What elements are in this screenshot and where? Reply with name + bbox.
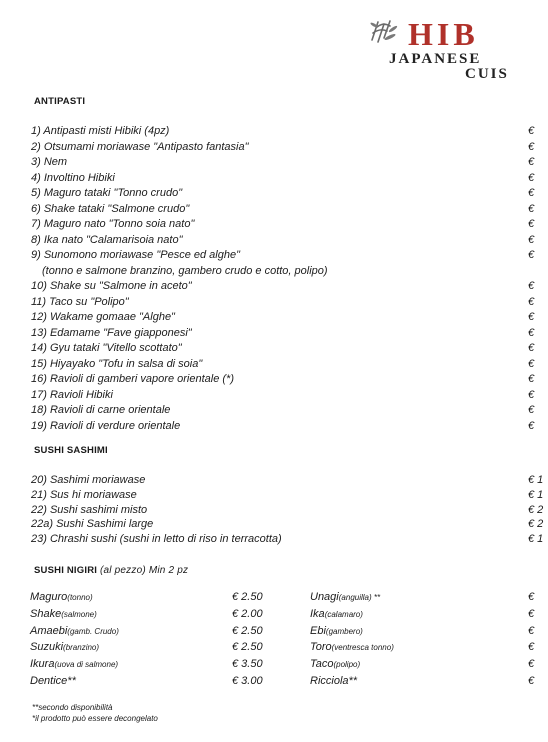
menu-item-row	[31, 474, 544, 489]
nigiri-price: € 2.00	[232, 607, 263, 620]
menu-item-price: €	[528, 140, 535, 153]
menu-item-name: 2) Otsumami moriawase "Antipasto fantasia"	[31, 140, 249, 153]
nigiri-note: (al pezzo) Min 2 pz	[99, 565, 189, 576]
nigiri-row	[30, 591, 539, 608]
menu-item-price: €	[528, 404, 535, 416]
sushi-nigiri-table	[30, 591, 539, 692]
nigiri-price: € 2.50	[232, 591, 263, 603]
nigiri-title: SUSHI NIGIRI	[34, 565, 98, 576]
menu-item-price: €	[528, 218, 535, 230]
nigiri-price: €	[528, 658, 535, 671]
menu-item-name: 6) Shake tataki "Salmone crudo"	[31, 202, 190, 215]
nigiri-price: €	[528, 607, 535, 620]
menu-item-name: 7) Maguro nato "Tonno soia nato"	[31, 218, 195, 230]
nigiri-price: € 3.50	[232, 658, 263, 671]
nigiri-name: Ikura	[30, 658, 55, 671]
menu-item-price: €	[528, 419, 535, 432]
menu-item-name: 12) Wakame gomaae "Alghe"	[31, 311, 175, 323]
menu-item-price: € 2	[528, 503, 544, 516]
menu-item-price: €	[528, 295, 535, 308]
nigiri-item-left	[30, 658, 118, 671]
menu-item-price: € 2	[528, 518, 544, 531]
menu-item-row	[31, 404, 539, 420]
nigiri-item-left	[30, 608, 97, 621]
menu-item-price: €	[528, 171, 535, 184]
nigiri-item-right	[310, 658, 360, 671]
menu-item-name: 8) Ika nato "Calamarisoia nato"	[31, 233, 183, 246]
menu-item-row	[31, 311, 539, 327]
nigiri-name: Ricciola**	[310, 674, 358, 687]
nigiri-price: € 2.50	[232, 624, 263, 637]
menu-item-row	[31, 420, 539, 436]
menu-item-row	[31, 389, 539, 405]
nigiri-name: Toro	[310, 641, 332, 654]
menu-item-name: 9) Sunomono moriawase "Pesce ed alghe"	[31, 249, 240, 261]
nigiri-description: (ventresca tonno)	[331, 643, 394, 653]
menu-item-row	[31, 488, 544, 504]
nigiri-name: Unagi	[310, 591, 339, 603]
menu-item-name: 15) Hiyayako "Tofu in salsa di soia"	[31, 357, 203, 370]
menu-item-name: 14) Gyu tataki "Vitello scottato"	[31, 342, 182, 354]
nigiri-description: (polipo)	[333, 660, 361, 670]
menu-item-name: 11) Taco su "Polipo"	[31, 295, 129, 308]
nigiri-item-right	[310, 608, 363, 621]
brand-subtitle-japanese: JAPANESE	[389, 51, 482, 67]
nigiri-name: Ika	[310, 607, 325, 620]
menu-item-price: €	[528, 388, 535, 401]
nigiri-description: (gamb. Crudo)	[67, 626, 119, 636]
nigiri-row	[30, 608, 539, 625]
nigiri-description: (gambero)	[325, 626, 363, 636]
nigiri-item-left	[30, 641, 99, 654]
menu-item-price: €	[528, 311, 535, 323]
antipasti-list	[31, 125, 539, 435]
section-title-sushi-nigiri	[34, 565, 188, 576]
menu-item-price: €	[528, 373, 535, 385]
brand-subtitle-cuisine: CUIS	[465, 66, 509, 82]
nigiri-price: €	[528, 641, 535, 654]
nigiri-row	[30, 658, 539, 675]
menu-item-row	[31, 187, 539, 203]
menu-item-row	[31, 125, 539, 141]
menu-item-name: 20) Sashimi moriawase	[31, 474, 146, 486]
nigiri-price: € 2.50	[232, 641, 263, 654]
menu-item-name: 17) Ravioli Hibiki	[31, 388, 113, 401]
menu-item-price: €	[528, 156, 535, 168]
menu-item-price: €	[528, 187, 535, 199]
menu-item-price: €	[528, 342, 535, 354]
nigiri-description: (calamaro)	[324, 609, 363, 619]
menu-item-row	[31, 342, 539, 358]
menu-item-price: € 1	[528, 474, 544, 486]
section-title-sushi-sashimi: SUSHI SASHIMI	[34, 445, 108, 456]
menu-item-row	[31, 234, 539, 250]
nigiri-name: Taco	[310, 658, 334, 671]
menu-item-name: 23) Chrashi sushi (sushi in letto di riso in terracotta)	[31, 533, 282, 546]
nigiri-name: Ebi	[310, 624, 326, 637]
menu-item-name: 5) Maguro tataki "Tonno crudo"	[31, 187, 183, 199]
menu-item-name: 18) Ravioli di carne orientale	[31, 404, 171, 416]
nigiri-name: Amaebi	[30, 624, 68, 637]
menu-item-price: €	[528, 202, 535, 215]
menu-item-price: €	[528, 125, 535, 137]
footnotes	[32, 702, 158, 724]
nigiri-item-right	[310, 625, 363, 638]
nigiri-name: Maguro	[30, 591, 68, 603]
menu-item-row	[31, 358, 539, 374]
menu-item-row	[31, 218, 539, 234]
brand-name: HIB	[408, 16, 479, 52]
menu-item-name: 3) Nem	[31, 156, 68, 168]
nigiri-item-left	[30, 675, 76, 688]
menu-item-row	[31, 533, 544, 548]
menu-item-row	[31, 249, 539, 265]
menu-item-name: 13) Edamame "Fave giapponesi"	[31, 326, 192, 339]
section-title-antipasti: ANTIPASTI	[34, 96, 86, 107]
menu-item-price: €	[528, 326, 535, 339]
menu-item-price: €	[528, 280, 535, 292]
menu-item-row	[31, 518, 544, 533]
menu-item-row	[31, 141, 539, 157]
menu-item-row	[31, 265, 539, 281]
nigiri-price: €	[528, 624, 535, 637]
nigiri-description: (salmone)	[61, 609, 97, 619]
menu-item-price: €	[528, 357, 535, 370]
menu-item-row	[31, 280, 539, 296]
menu-item-price: €	[528, 233, 535, 246]
menu-item-row	[31, 296, 539, 312]
nigiri-row	[30, 625, 539, 642]
nigiri-item-right	[310, 675, 357, 688]
bamboo-logo-icon	[368, 18, 400, 48]
menu-item-name: 22) Sushi sashimi misto	[31, 503, 148, 516]
menu-item-row	[31, 172, 539, 188]
menu-item-name: (tonno e salmone branzino, gambero crudo e cotto, polipo)	[42, 264, 328, 277]
nigiri-price: € 3.00	[232, 674, 263, 687]
nigiri-description: (branzino)	[63, 643, 100, 653]
menu-item-row	[31, 156, 539, 172]
nigiri-row	[30, 675, 539, 692]
menu-item-row	[31, 373, 539, 389]
menu-item-price: € 1	[528, 488, 544, 501]
nigiri-item-right	[310, 641, 394, 654]
menu-item-name: 21) Sus hi moriawase	[31, 488, 137, 501]
menu-item-row	[31, 503, 544, 519]
nigiri-price: €	[528, 674, 535, 687]
menu-item-price: € 1	[528, 533, 544, 546]
nigiri-name: Shake	[30, 607, 62, 620]
menu-item-name: 10) Shake su "Salmone in aceto"	[31, 280, 192, 292]
menu-item-row	[31, 203, 539, 219]
menu-item-name: 1) Antipasti misti Hibiki (4pz)	[31, 125, 170, 137]
nigiri-description: (tonno)	[67, 593, 93, 602]
nigiri-description: (uova di salmone)	[54, 660, 119, 670]
sushi-sashimi-list	[31, 474, 544, 548]
nigiri-item-left	[30, 591, 93, 604]
footnote-availability: **secondo disponibilità	[32, 703, 113, 712]
menu-item-name: 16) Ravioli di gamberi vapore orientale (*)	[31, 373, 234, 385]
menu-item-row	[31, 327, 539, 343]
nigiri-price: €	[528, 591, 535, 603]
nigiri-name: Suzuki	[30, 641, 64, 654]
nigiri-item-right	[310, 591, 380, 604]
nigiri-name: Dentice**	[30, 674, 76, 687]
menu-item-price: €	[528, 249, 535, 261]
footnote-frozen: *il prodotto può essere decongelato	[32, 714, 158, 723]
nigiri-description: (anguilla) **	[338, 593, 381, 602]
menu-item-name: 19) Ravioli di verdure orientale	[31, 419, 181, 432]
nigiri-row	[30, 641, 539, 658]
menu-item-name: 22a) Sushi Sashimi large	[31, 518, 154, 531]
nigiri-item-left	[30, 625, 119, 638]
menu-item-name: 4) Involtino Hibiki	[31, 171, 115, 184]
